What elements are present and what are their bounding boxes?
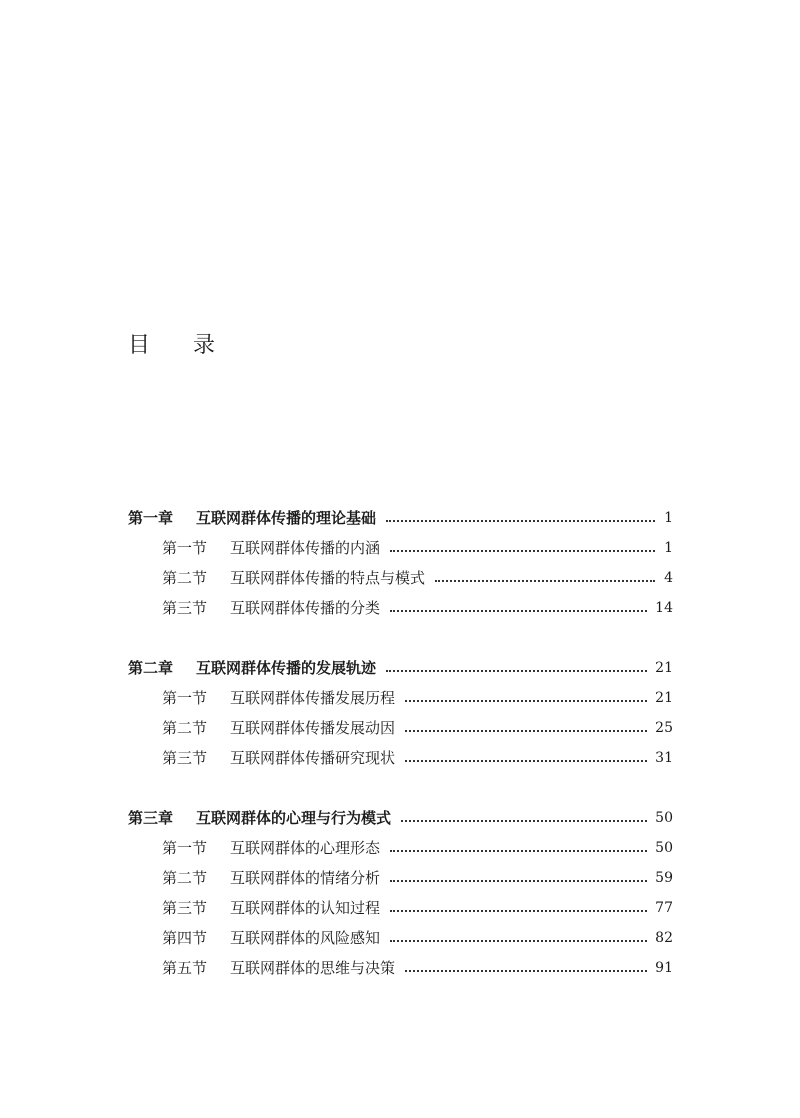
section-entry[interactable] — [128, 863, 673, 893]
dot-leader — [390, 608, 647, 612]
chapter-title: 互联网群体传播的理论基础 — [196, 509, 377, 527]
section-title: 互联网群体的风险感知 — [230, 929, 381, 947]
section-entry[interactable] — [128, 683, 673, 713]
chapter-entry[interactable] — [128, 503, 673, 533]
dot-leader — [405, 758, 647, 762]
section-label: 第一节 — [162, 539, 208, 557]
dot-leader — [390, 548, 655, 552]
page-number: 21 — [655, 690, 673, 706]
dot-leader — [405, 698, 647, 702]
section-entry[interactable] — [128, 953, 673, 983]
chapter-block-2 — [128, 653, 673, 773]
section-title: 互联网群体传播发展动因 — [230, 719, 396, 737]
section-entry[interactable] — [128, 923, 673, 953]
section-label: 第三节 — [162, 899, 208, 917]
section-title: 互联网群体的心理形态 — [230, 839, 381, 857]
section-label: 第二节 — [162, 569, 208, 587]
page-number: 21 — [655, 660, 673, 676]
section-entry[interactable] — [128, 533, 673, 563]
page-number: 50 — [655, 840, 673, 856]
section-entry[interactable] — [128, 743, 673, 773]
section-label: 第二节 — [162, 869, 208, 887]
chapter-block-3 — [128, 803, 673, 983]
page-number: 25 — [655, 720, 673, 736]
section-entry[interactable] — [128, 833, 673, 863]
section-title: 互联网群体传播的特点与模式 — [230, 569, 426, 587]
dot-leader — [405, 728, 647, 732]
page-number: 1 — [664, 510, 673, 526]
page-number: 77 — [655, 900, 673, 916]
section-title: 互联网群体传播发展历程 — [230, 689, 396, 707]
page-number: 50 — [655, 810, 673, 826]
section-title: 互联网群体的情绪分析 — [230, 869, 381, 887]
section-entry[interactable] — [128, 563, 673, 593]
chapter-entry[interactable] — [128, 653, 673, 683]
chapter-title: 互联网群体的心理与行为模式 — [196, 809, 392, 827]
section-entry[interactable] — [128, 893, 673, 923]
page-number: 59 — [655, 870, 673, 886]
dot-leader — [435, 578, 655, 582]
dot-leader — [401, 818, 647, 822]
dot-leader — [386, 668, 647, 672]
section-label: 第三节 — [162, 749, 208, 767]
page-number: 82 — [655, 930, 673, 946]
chapter-block-1 — [128, 503, 673, 623]
dot-leader — [405, 968, 647, 972]
section-label: 第一节 — [162, 839, 208, 857]
section-title: 互联网群体传播的分类 — [230, 599, 381, 617]
page-number: 91 — [655, 960, 673, 976]
section-title: 互联网群体传播的内涵 — [230, 539, 381, 557]
chapter-label: 第三章 — [128, 809, 174, 827]
section-title: 互联网群体的认知过程 — [230, 899, 381, 917]
page-number: 31 — [655, 750, 673, 766]
chapter-label: 第二章 — [128, 659, 174, 677]
toc-heading: 目 录 — [128, 333, 233, 358]
section-entry[interactable] — [128, 593, 673, 623]
dot-leader — [390, 848, 647, 852]
chapter-entry[interactable] — [128, 803, 673, 833]
section-title: 互联网群体传播研究现状 — [230, 749, 396, 767]
section-label: 第四节 — [162, 929, 208, 947]
page-number: 1 — [664, 540, 673, 556]
dot-leader — [390, 938, 647, 942]
section-label: 第五节 — [162, 959, 208, 977]
dot-leader — [390, 908, 647, 912]
chapter-label: 第一章 — [128, 509, 174, 527]
table-of-contents — [128, 503, 673, 1013]
chapter-title: 互联网群体传播的发展轨迹 — [196, 659, 377, 677]
section-title: 互联网群体的思维与决策 — [230, 959, 396, 977]
dot-leader — [390, 878, 647, 882]
section-label: 第一节 — [162, 689, 208, 707]
page-number: 14 — [655, 600, 673, 616]
dot-leader — [386, 518, 655, 522]
page-number: 4 — [664, 570, 673, 586]
section-label: 第三节 — [162, 599, 208, 617]
section-entry[interactable] — [128, 713, 673, 743]
section-label: 第二节 — [162, 719, 208, 737]
